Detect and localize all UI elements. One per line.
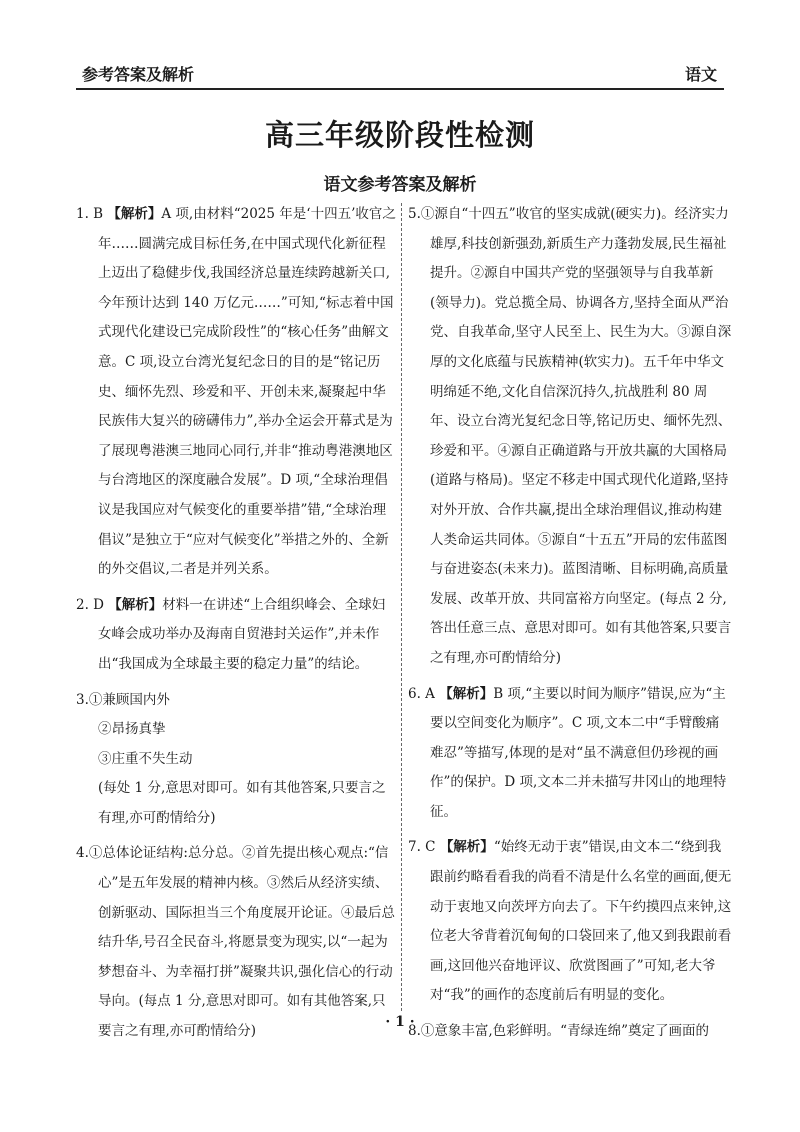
- answer-text: ①源自“十四五”收官的坚实成就(硬实力)。经济实力雄厚,科技创新强劲,新质生产力蓬勃发展,民生福祉提升。②源自中国共产党的坚强领导与自我革新(领导力)。党总揽全局、协调各方,坚持全面从严治党、自我革命,坚守人民至上、民生为大。③源自深厚的文化底蕴与民族精神(软实力)。五千年中华文明绵延不绝,文化自信深沉持久,抗战胜利 80 周年、设立台湾光复纪念日等,铭记历史、缅怀先烈、珍爱和平。④源自正确道路与开放共赢的大国格局(道路与格局)。坚定不移走中国式现代化道路,坚持对外开放、合作共赢,提出全球治理倡议,推动构建人类命运共同体。⑤源自“十五五”开局的宏伟蓝图与奋进姿态(未来力)。蓝图清晰、目标明确,高质量发展、改革开放、共同富裕方向坚定。(每点 2 分,答出任意三点、意思对即可。如有其他答案,只要言之有理,亦可酌情给分): [420, 206, 732, 666]
- answer-subpoint: ②昂扬真挚: [98, 721, 166, 738]
- answer-text: ①意象丰富,色彩鲜明。“青绿连绵”奠定了画面的: [420, 1023, 709, 1040]
- answer-number: 4.: [76, 845, 89, 862]
- answer-text: “始终无动于衷”错误,由文本二“绕到我跟前约略看看我的尚看不清是什么名堂的画面,便无动于衷地又向茨坪方向去了。下午约摸四点来钟,这位老大爷背着沉甸甸的口袋回来了,他又到我跟前看画,这回他兴奋地评议、欣赏图画了”可知,老大爷对“我”的画作的态度前后有明显的变化。: [430, 839, 732, 1004]
- answer-item-3: [76, 686, 396, 716]
- analysis-tag: 【解析】: [439, 839, 494, 856]
- header-rule: [76, 88, 724, 90]
- page-number: · 1 ·: [385, 1014, 415, 1030]
- analysis-tag: 【解析】: [108, 596, 163, 613]
- document-title: 高三年级阶段性检测: [264, 118, 535, 152]
- answer-number: 6. A: [408, 685, 435, 702]
- answer-number: 3.: [76, 691, 89, 708]
- document-subtitle: 语文参考答案及解析: [323, 175, 477, 195]
- left-column: [76, 200, 396, 1047]
- answer-number: 8.: [408, 1023, 421, 1040]
- answer-number: 1. B: [76, 206, 104, 222]
- answer-text: A 项,由材料“2025 年是‘十四五’收官之年……圆满完成目标任务,在中国式现代化新征程上迈出了稳健步伐,我国经济总量连续跨越新关口,今年预计达到 140 万亿元……”可知,“标志着中国式现代化建设已完成阶段性”的“核心任务”曲解文意。C 项,设立台湾光复纪念日的目的是“铭记历史、缅怀先烈、珍爱和平、开创未来,凝聚起中华民族伟大复兴的磅礴伟力”,举办全运会开幕式是为了展现粤港澳三地同心同行,并非“推动粤港澳地区与台湾地区的深度融合发展”。D 项,“全球治理倡议是我国应对气候变化的重要举措”错,“全球治理倡议”是独立于“应对气候变化”举措之外的、全新的外交倡议,二者是并列关系。: [98, 206, 396, 578]
- answer-text: B 项,“主要以时间为顺序”错误,应为“主要以空间变化为顺序”。C 项,文本二中“手臂酸痛难忍”等描写,体现的是对“虽不满意但仍珍视的画作”的保护。D 项,文本二并未描写井冈山的地理特征。: [430, 685, 727, 820]
- answer-text: 材料一在讲述“上合组织峰会、全球妇女峰会成功举办及海南自贸港封关运作”,并未作出“我国成为全球最主要的稳定力量”的结论。: [98, 596, 386, 672]
- answer-text: ①总体论证结构:总分总。②首先提出核心观点:“信心”是五年发展的精神内核。③然后从经济实绩、创新驱动、国际担当三个角度展开论证。④最后总结升华,号召全民奋斗,将愿景变为现实,以“一起为梦想奋斗、为幸福打拼”凝聚共识,强化信心的行动导向。(每点 1 分,意思对即可。如有其他答案,只要言之有理,亦可酌情给分): [88, 845, 395, 1040]
- answer-subpoint: ③庄重不失生动: [98, 750, 193, 767]
- column-divider: [401, 203, 402, 1011]
- header-subject: 语文: [684, 65, 717, 84]
- answer-item-1: [76, 200, 396, 585]
- header-section-title: 参考答案及解析: [82, 65, 195, 84]
- right-column: [408, 200, 732, 1047]
- answer-text: ①兼顾国内外: [88, 691, 170, 708]
- answer-item-7: [408, 833, 732, 1011]
- answer-number: 7. C: [408, 839, 436, 856]
- answer-item-6: [408, 680, 732, 828]
- analysis-tag: 【解析】: [439, 685, 494, 702]
- page-header: [0, 0, 800, 98]
- answer-number: 2. D: [76, 596, 104, 613]
- scoring-note: (每处 1 分,意思对即可。如有其他答案,只要言之有理,亦可酌情给分): [98, 780, 386, 826]
- answer-number: 5.: [408, 206, 421, 222]
- answer-item-5: [408, 200, 732, 674]
- analysis-tag: 【解析】: [107, 206, 162, 222]
- answer-item-2: [76, 591, 396, 680]
